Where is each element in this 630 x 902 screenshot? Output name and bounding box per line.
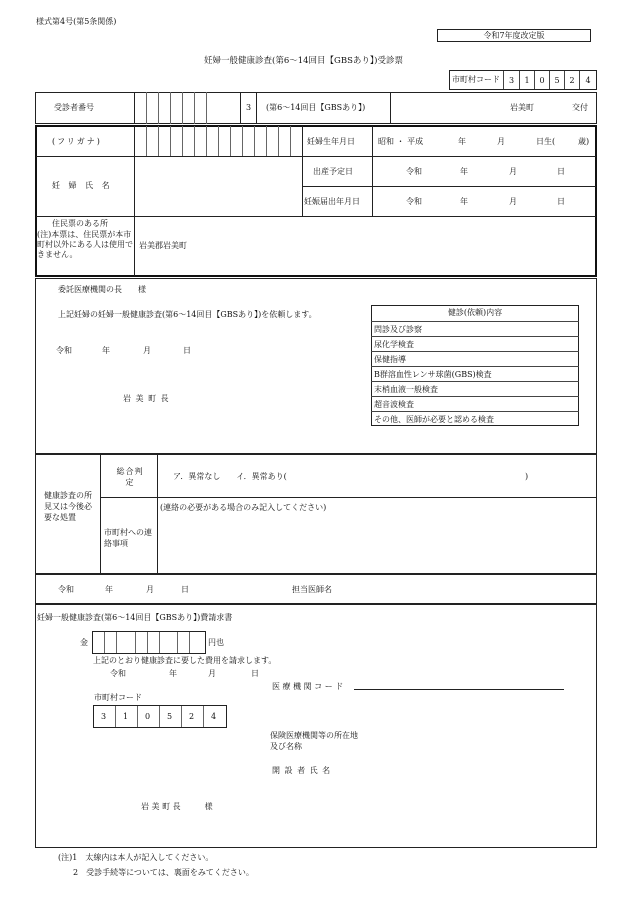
address-label: 住民票のある所 xyxy=(52,219,108,228)
muni-code-digit: 1 xyxy=(519,71,534,89)
invoice-addressee: 岩 美 町 長 様 xyxy=(141,802,213,811)
doctor-name-label: 担当医師名 xyxy=(292,585,332,594)
notification-date-label: 妊娠届出年月日 xyxy=(304,197,360,206)
invoice-muni-digit: 1 xyxy=(123,712,129,721)
mayor-label: 岩 美 町 長 xyxy=(123,394,170,403)
invoice-muni-digit: 5 xyxy=(167,712,173,721)
invoice-muni-digit: 2 xyxy=(189,712,195,721)
overall-judgement-label: 総合判定 xyxy=(116,467,144,487)
invoice-month-unit: 月 xyxy=(208,669,216,678)
invoice-year-unit: 年 xyxy=(169,669,177,678)
invoice-day-unit: 日 xyxy=(251,669,259,678)
due-era: 令和 xyxy=(406,167,422,176)
birth-era: 昭和 ・ 平成 xyxy=(378,137,424,146)
invoice-muni-digit: 0 xyxy=(145,712,151,721)
institution-code-label: 医 療 機 関 コ ー ド xyxy=(272,682,344,691)
exam-item: B群溶血性レンサ球菌(GBS)検査 xyxy=(371,366,579,382)
due-date-label: 出産予定日 xyxy=(313,167,353,176)
muni-code-digit: 0 xyxy=(534,71,549,89)
invoice-muni-code-box xyxy=(93,705,227,728)
contact-note: (連絡の必要がある場合のみ記入してください) xyxy=(160,503,327,512)
findings-side-label: 健康診査の所見又は今後必要な処置 xyxy=(44,491,92,522)
form-title: 妊婦一般健康診査(第6～14回目【GBSあり】)受診票 xyxy=(204,56,403,66)
result-era: 令和 xyxy=(58,585,74,594)
muni-code-digit: 4 xyxy=(579,71,596,89)
exam-item: その他、医師が必要と認める検査 xyxy=(371,411,579,426)
invoice-era: 令和 xyxy=(110,669,126,678)
institution-name-label: 保険医療機関等の所在地及び名称 xyxy=(270,731,358,751)
visit-label: (第6～14回目【GBSあり】) xyxy=(266,103,366,112)
exam-item: 尿化学検査 xyxy=(371,336,579,352)
due-day-unit: 日 xyxy=(557,167,565,176)
form-number: 様式第4号(第5条関係) xyxy=(36,17,117,26)
municipality-code-box xyxy=(449,70,597,90)
due-year-unit: 年 xyxy=(460,167,468,176)
invoice-title: 妊婦一般健康診査(第6～14回目【GBSあり】)費請求書 xyxy=(37,613,233,622)
note-2: 2 受診手続等については、裏面をみてください。 xyxy=(73,868,254,877)
muni-code-digit: 3 xyxy=(503,71,519,89)
overall-close-paren: ) xyxy=(525,472,529,481)
birth-month-unit: 月 xyxy=(497,137,505,146)
note-1: (注)1 太線内は本人が記入してください。 xyxy=(58,853,214,862)
notif-month-unit: 月 xyxy=(509,197,517,206)
voucher-number-label: 受診者番号 xyxy=(54,103,94,112)
birth-day-unit: 日生( xyxy=(536,137,556,146)
birth-date-label: 妊婦生年月日 xyxy=(307,137,355,146)
due-month-unit: 月 xyxy=(509,167,517,176)
visit-digit: 3 xyxy=(246,103,252,112)
request-era: 令和 xyxy=(56,346,72,355)
overall-options: ア．異常なし イ．異常あり( xyxy=(173,472,287,481)
exam-item: 末梢血液一般検査 xyxy=(371,381,579,397)
result-month-unit: 月 xyxy=(146,585,154,594)
issuer-name: 岩美町 xyxy=(510,103,534,112)
amount-kin: 金 xyxy=(80,638,88,647)
founder-name-label: 開 設 者 氏 名 xyxy=(272,766,332,775)
notif-year-unit: 年 xyxy=(460,197,468,206)
muni-code-digit: 5 xyxy=(549,71,564,89)
request-addressee: 委託医療機関の長 様 xyxy=(58,285,146,294)
patient-name-label: 妊 婦 氏 名 xyxy=(52,181,113,190)
birth-year-unit: 年 xyxy=(458,137,466,146)
request-body: 上記妊婦の妊婦一般健康診査(第6～14回目【GBSあり】)を依頼します。 xyxy=(58,310,317,319)
invoice-muni-code-label: 市町村コード xyxy=(94,693,142,702)
amount-field[interactable] xyxy=(92,631,206,654)
notif-day-unit: 日 xyxy=(557,197,565,206)
address-note: (注)本票は、住民票が本市町村以外にある人は使用できません。 xyxy=(37,230,133,259)
request-year-unit: 年 xyxy=(102,346,110,355)
issued-label: 交付 xyxy=(572,103,588,112)
furigana-label: (フリガナ) xyxy=(52,137,102,146)
exam-item: 超音波検査 xyxy=(371,396,579,412)
revision-box xyxy=(437,29,591,42)
invoice-muni-digit: 4 xyxy=(211,712,217,721)
exam-item: 問診及び診察 xyxy=(371,321,579,337)
municipality-code-label: 市町村コード xyxy=(452,75,500,84)
exam-content-header: 健診(依頼)内容 xyxy=(447,308,503,317)
result-year-unit: 年 xyxy=(105,585,113,594)
revision-label: 令和7年度改定版 xyxy=(483,31,545,40)
muni-code-digit: 2 xyxy=(564,71,579,89)
exam-item: 保健指導 xyxy=(371,351,579,367)
address-value: 岩美郡岩美町 xyxy=(139,241,187,250)
age-unit: 歳) xyxy=(578,137,590,146)
notif-era: 令和 xyxy=(406,197,422,206)
request-day-unit: 日 xyxy=(183,346,191,355)
request-month-unit: 月 xyxy=(143,346,151,355)
invoice-muni-digit: 3 xyxy=(101,712,107,721)
invoice-request-text: 上記のとおり健康診査に要した費用を請求します。 xyxy=(93,656,277,665)
contact-label: 市町村への連絡事項 xyxy=(104,528,152,548)
amount-yen: 円也 xyxy=(208,638,224,647)
result-day-unit: 日 xyxy=(181,585,189,594)
